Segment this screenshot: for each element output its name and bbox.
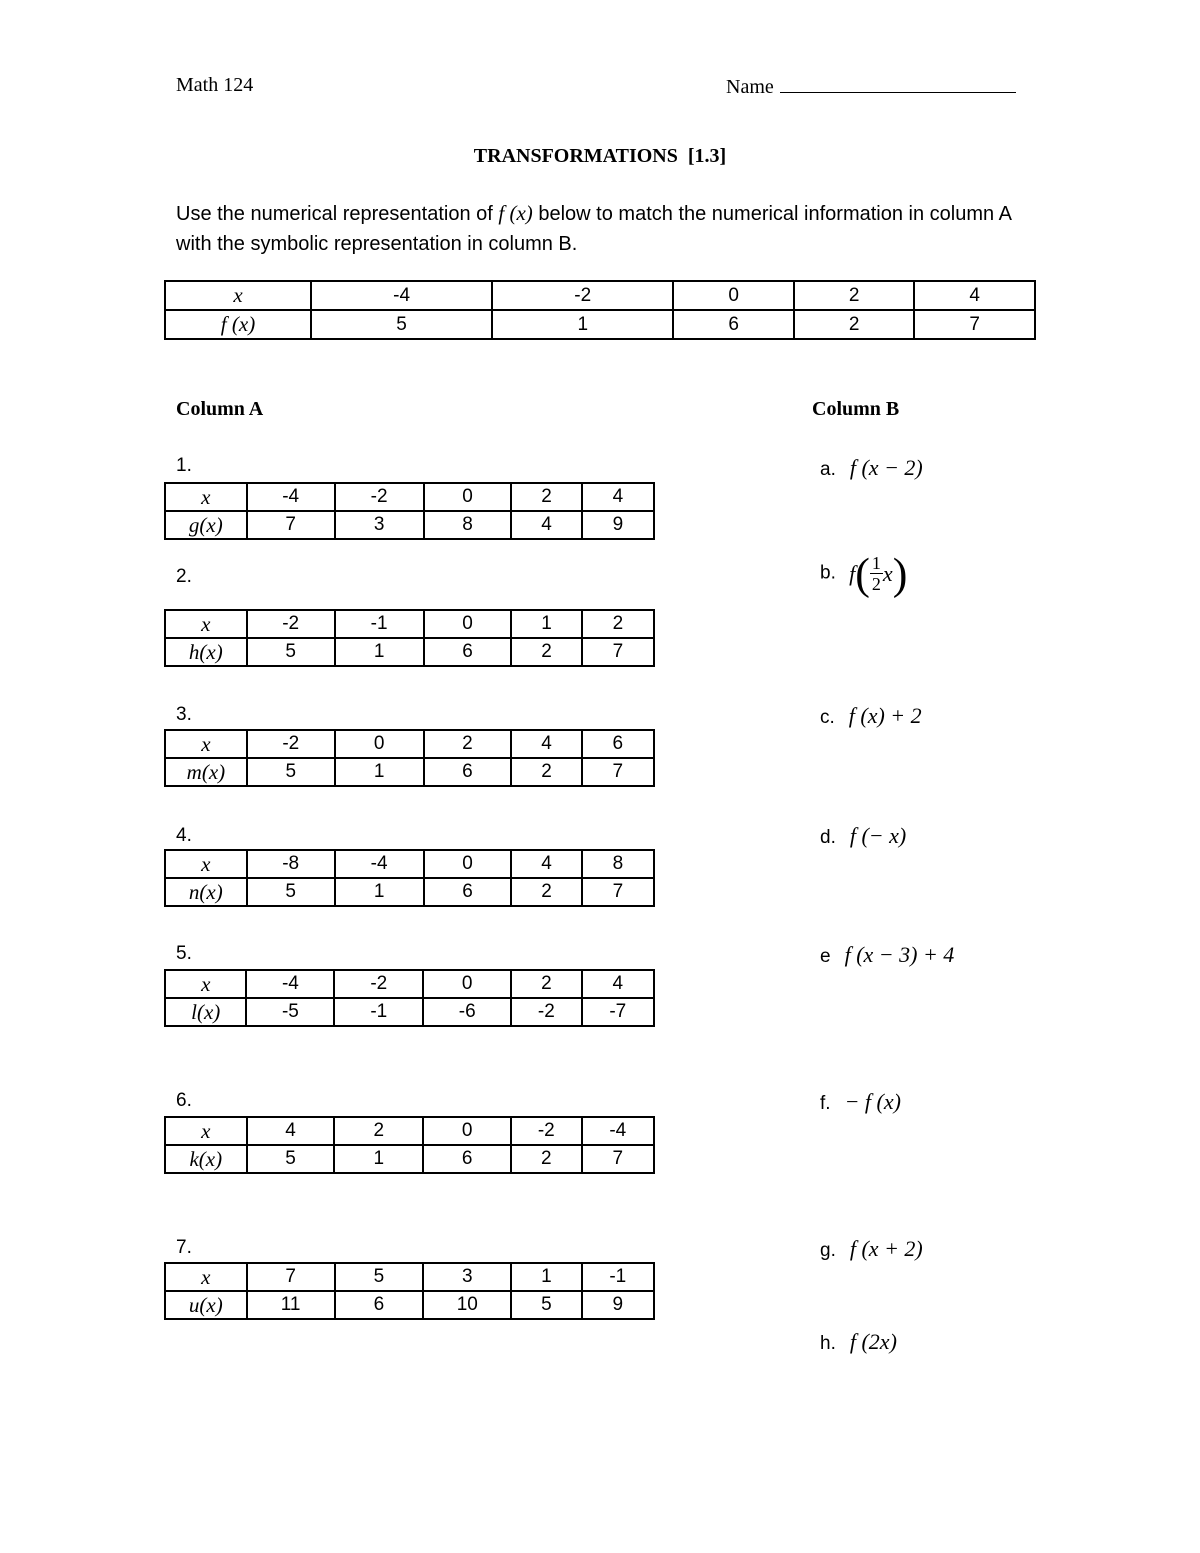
table-cell: 6 bbox=[424, 878, 512, 906]
table-cell: 1 bbox=[511, 610, 581, 638]
table-cell: -2 bbox=[335, 483, 424, 511]
question-table-6 bbox=[164, 1116, 655, 1174]
question-table-5 bbox=[164, 969, 655, 1027]
instructions bbox=[176, 198, 1036, 259]
column-a-heading: Column A bbox=[176, 398, 264, 420]
table-cell: 6 bbox=[582, 730, 654, 758]
option-b bbox=[820, 548, 907, 599]
table-cell: 5 bbox=[311, 310, 492, 339]
table-row bbox=[165, 1117, 654, 1145]
instructions-fx: f (x) bbox=[498, 201, 533, 225]
table-cell: -4 bbox=[335, 850, 424, 878]
question-number: 5. bbox=[176, 943, 192, 964]
table-cell: 6 bbox=[424, 638, 512, 666]
option-expression: f (x + 2) bbox=[849, 1236, 923, 1261]
instructions-part2: below to match the numerical information in column A with the symbolic representation in column B. bbox=[176, 203, 1011, 255]
table-cell: -2 bbox=[511, 998, 581, 1026]
option-expression: f (2x) bbox=[849, 1329, 897, 1354]
question-table-2 bbox=[164, 609, 655, 667]
option-c bbox=[820, 703, 922, 729]
table-cell: -2 bbox=[511, 1117, 582, 1145]
option-letter: a. bbox=[820, 459, 836, 480]
option-e bbox=[820, 942, 954, 968]
table-row-label: x bbox=[165, 1263, 247, 1291]
table-cell: 2 bbox=[511, 758, 581, 786]
table-cell: 1 bbox=[334, 1145, 423, 1173]
table-row-label: g(x) bbox=[165, 511, 247, 539]
question-number: 3. bbox=[176, 704, 192, 725]
table-row bbox=[165, 878, 654, 906]
course-label: Math 124 bbox=[176, 74, 254, 96]
table-cell: 2 bbox=[424, 730, 512, 758]
table-cell: 7 bbox=[247, 1263, 335, 1291]
fraction-numerator: 1 bbox=[871, 553, 881, 573]
option-d bbox=[820, 823, 906, 849]
table-cell: 2 bbox=[794, 281, 915, 310]
table-cell: -5 bbox=[246, 998, 334, 1026]
fx-table-label-x: x bbox=[165, 281, 311, 310]
table-row bbox=[165, 730, 654, 758]
table-row-label: x bbox=[165, 970, 246, 998]
table-cell: -7 bbox=[582, 998, 654, 1026]
name-field bbox=[726, 74, 1016, 99]
table-cell: -1 bbox=[335, 610, 424, 638]
column-b-heading: Column B bbox=[812, 398, 900, 420]
table-cell: 0 bbox=[423, 1117, 511, 1145]
table-cell: 4 bbox=[914, 281, 1035, 310]
table-row-label: h(x) bbox=[165, 638, 247, 666]
table-cell: 0 bbox=[335, 730, 424, 758]
table-cell: 7 bbox=[582, 758, 654, 786]
table-cell: 7 bbox=[582, 638, 654, 666]
table-cell: -1 bbox=[582, 1263, 654, 1291]
table-cell: 8 bbox=[424, 511, 512, 539]
question-number: 7. bbox=[176, 1237, 192, 1258]
option-expression: f (− x) bbox=[849, 823, 907, 848]
table-cell: 7 bbox=[582, 1145, 654, 1173]
option-expression: f (x) + 2 bbox=[848, 703, 922, 728]
table-cell: 4 bbox=[247, 1117, 335, 1145]
table-cell: -2 bbox=[334, 970, 423, 998]
table-cell: 7 bbox=[247, 511, 335, 539]
table-cell: 0 bbox=[424, 850, 512, 878]
table-row-label: x bbox=[165, 483, 247, 511]
option-letter: b. bbox=[820, 562, 836, 584]
table-row bbox=[165, 998, 654, 1026]
table-cell: -2 bbox=[247, 730, 335, 758]
table-row-label: m(x) bbox=[165, 758, 247, 786]
fraction bbox=[870, 553, 883, 594]
table-cell: -6 bbox=[423, 998, 511, 1026]
question-number: 4. bbox=[176, 825, 192, 846]
option-letter: f. bbox=[820, 1093, 831, 1114]
table-cell: 2 bbox=[511, 1145, 582, 1173]
table-cell: 2 bbox=[334, 1117, 423, 1145]
table-cell: 4 bbox=[511, 730, 581, 758]
option-expression bbox=[849, 549, 908, 598]
table-cell: 1 bbox=[511, 1263, 581, 1291]
table-row bbox=[165, 1145, 654, 1173]
table-cell: 3 bbox=[335, 511, 424, 539]
fraction-denominator: 2 bbox=[871, 574, 881, 594]
table-cell: 0 bbox=[673, 281, 794, 310]
table-cell: 5 bbox=[511, 1291, 581, 1319]
table-cell: 5 bbox=[335, 1263, 424, 1291]
table-row bbox=[165, 1263, 654, 1291]
table-cell: 6 bbox=[335, 1291, 424, 1319]
question-number: 6. bbox=[176, 1090, 192, 1111]
instructions-part1: Use the numerical representation of bbox=[176, 203, 499, 225]
table-cell: 5 bbox=[247, 878, 335, 906]
table-cell: -1 bbox=[334, 998, 423, 1026]
table-cell: 10 bbox=[423, 1291, 511, 1319]
option-expression: − f (x) bbox=[844, 1089, 901, 1114]
page-title: TRANSFORMATIONS [1.3] bbox=[473, 145, 727, 167]
left-paren: ( bbox=[855, 549, 870, 598]
table-cell: 1 bbox=[335, 758, 424, 786]
table-cell: 1 bbox=[492, 310, 673, 339]
table-row-label: x bbox=[165, 850, 247, 878]
option-letter: d. bbox=[820, 827, 836, 848]
table-cell: 6 bbox=[673, 310, 794, 339]
table-cell: 4 bbox=[582, 970, 654, 998]
table-row bbox=[165, 610, 654, 638]
name-blank-line bbox=[780, 74, 1016, 93]
table-cell: 6 bbox=[423, 1145, 511, 1173]
table-cell: 4 bbox=[511, 850, 581, 878]
table-row-label: n(x) bbox=[165, 878, 247, 906]
table-cell: 6 bbox=[424, 758, 512, 786]
table-cell: 8 bbox=[582, 850, 654, 878]
table-row bbox=[165, 483, 654, 511]
question-table-1 bbox=[164, 482, 655, 540]
option-h bbox=[820, 1329, 897, 1355]
table-cell: 5 bbox=[247, 758, 335, 786]
table-cell: 2 bbox=[511, 970, 581, 998]
option-expression: f (x − 2) bbox=[849, 455, 923, 480]
expr-x: x bbox=[882, 560, 893, 586]
table-cell: 0 bbox=[424, 610, 512, 638]
table-row bbox=[165, 850, 654, 878]
option-a bbox=[820, 455, 923, 481]
table-row bbox=[165, 758, 654, 786]
table-cell: -4 bbox=[582, 1117, 654, 1145]
fx-table-row-x bbox=[165, 281, 1035, 310]
table-cell: 9 bbox=[582, 1291, 654, 1319]
table-cell: 4 bbox=[511, 511, 581, 539]
table-row-label: x bbox=[165, 610, 247, 638]
option-letter: h. bbox=[820, 1333, 836, 1354]
table-cell: 9 bbox=[582, 511, 654, 539]
table-cell: -2 bbox=[492, 281, 673, 310]
table-cell: 1 bbox=[335, 878, 424, 906]
table-cell: 4 bbox=[582, 483, 654, 511]
table-cell: 2 bbox=[794, 310, 915, 339]
name-label: Name bbox=[726, 76, 774, 98]
table-cell: 7 bbox=[582, 878, 654, 906]
right-paren: ) bbox=[892, 549, 908, 598]
option-expression: f (x − 3) + 4 bbox=[844, 942, 955, 967]
option-f bbox=[820, 1089, 901, 1115]
table-cell: -2 bbox=[247, 610, 335, 638]
option-letter: c. bbox=[820, 707, 835, 728]
table-cell: 7 bbox=[914, 310, 1035, 339]
table-row bbox=[165, 1291, 654, 1319]
table-cell: -4 bbox=[246, 970, 334, 998]
table-row bbox=[165, 511, 654, 539]
table-cell: 2 bbox=[582, 610, 654, 638]
table-cell: -4 bbox=[247, 483, 335, 511]
table-cell: 11 bbox=[247, 1291, 335, 1319]
table-row-label: x bbox=[165, 730, 247, 758]
table-cell: 2 bbox=[511, 483, 581, 511]
table-cell: 5 bbox=[247, 638, 335, 666]
table-row bbox=[165, 638, 654, 666]
table-cell: 0 bbox=[423, 970, 511, 998]
question-number: 2. bbox=[176, 566, 192, 587]
question-table-4 bbox=[164, 849, 655, 907]
question-table-7 bbox=[164, 1262, 655, 1320]
table-cell: -4 bbox=[311, 281, 492, 310]
table-row-label: x bbox=[165, 1117, 247, 1145]
table-row-label: u(x) bbox=[165, 1291, 247, 1319]
table-cell: 2 bbox=[511, 878, 581, 906]
fx-table-row-fx bbox=[165, 310, 1035, 339]
option-g bbox=[820, 1236, 923, 1262]
table-row bbox=[165, 970, 654, 998]
table-cell: 0 bbox=[424, 483, 512, 511]
table-cell: 3 bbox=[423, 1263, 511, 1291]
expr-f: f bbox=[849, 560, 856, 586]
option-letter: e bbox=[820, 946, 831, 967]
table-cell: 1 bbox=[335, 638, 424, 666]
question-table-3 bbox=[164, 729, 655, 787]
fx-table-label-fx: f (x) bbox=[165, 310, 311, 339]
table-cell: 2 bbox=[511, 638, 581, 666]
option-letter: g. bbox=[820, 1240, 836, 1261]
table-row-label: k(x) bbox=[165, 1145, 247, 1173]
table-row-label: l(x) bbox=[165, 998, 246, 1026]
table-cell: -8 bbox=[247, 850, 335, 878]
table-cell: 5 bbox=[247, 1145, 335, 1173]
question-number: 1. bbox=[176, 455, 192, 476]
fx-table bbox=[164, 280, 1036, 340]
